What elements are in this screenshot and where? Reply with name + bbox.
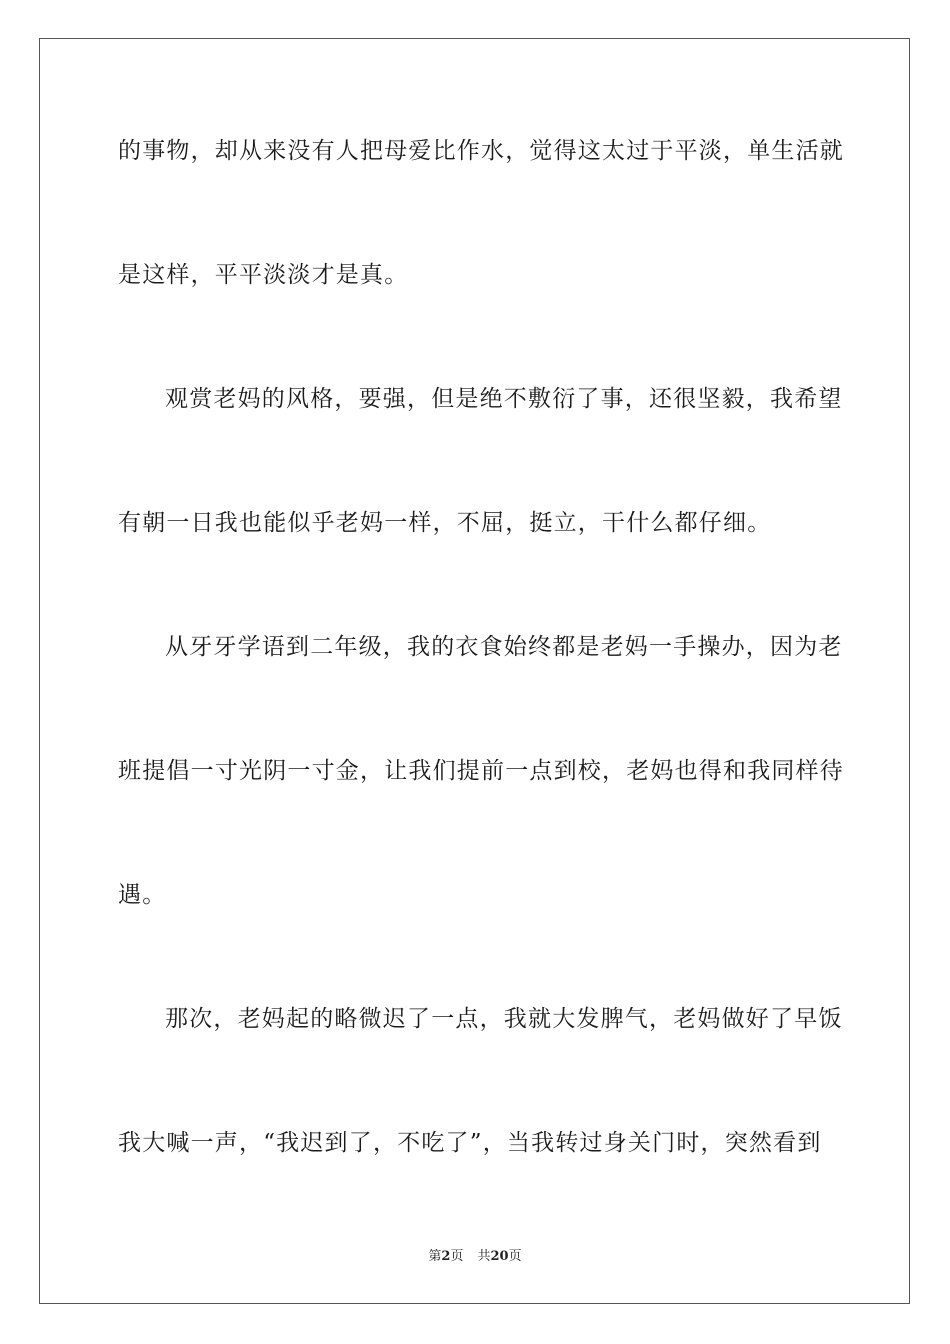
page-frame	[39, 38, 910, 1304]
body-text-line-9: 我大喊一声，“我迟到了，不吃了”，当我转过身关门时，突然看到	[118, 1130, 822, 1156]
body-text-line-5: 从牙牙学语到二年级，我的衣食始终都是老妈一手操办，因为老	[165, 634, 843, 660]
page-suffix: 页	[450, 1249, 464, 1264]
page-prefix: 第	[428, 1249, 442, 1264]
page-footer	[0, 1248, 950, 1266]
total-pages: 20	[490, 1249, 509, 1264]
body-text-line-3: 观赏老妈的风格，要强，但是绝不敷衍了事，还很坚毅，我希望	[165, 386, 843, 412]
body-text-line-6: 班提倡一寸光阴一寸金，让我们提前一点到校，老妈也得和我同样待	[118, 758, 844, 784]
body-text-line-7: 遇。	[118, 882, 167, 908]
page-number: 2	[441, 1249, 451, 1264]
body-text-line-4: 有朝一日我也能似乎老妈一样，不屈，挺立，干什么都仔细。	[118, 510, 772, 536]
body-text-line-2: 是这样，平平淡淡才是真。	[118, 262, 409, 288]
total-prefix: 共	[477, 1249, 491, 1264]
total-suffix: 页	[508, 1249, 522, 1264]
body-text-line-8: 那次，老妈起的略微迟了一点，我就大发脾气，老妈做好了早饭	[165, 1006, 843, 1032]
body-text-line-1: 的事物，却从来没有人把母爱比作水，觉得这太过于平淡，单生活就	[118, 138, 844, 164]
